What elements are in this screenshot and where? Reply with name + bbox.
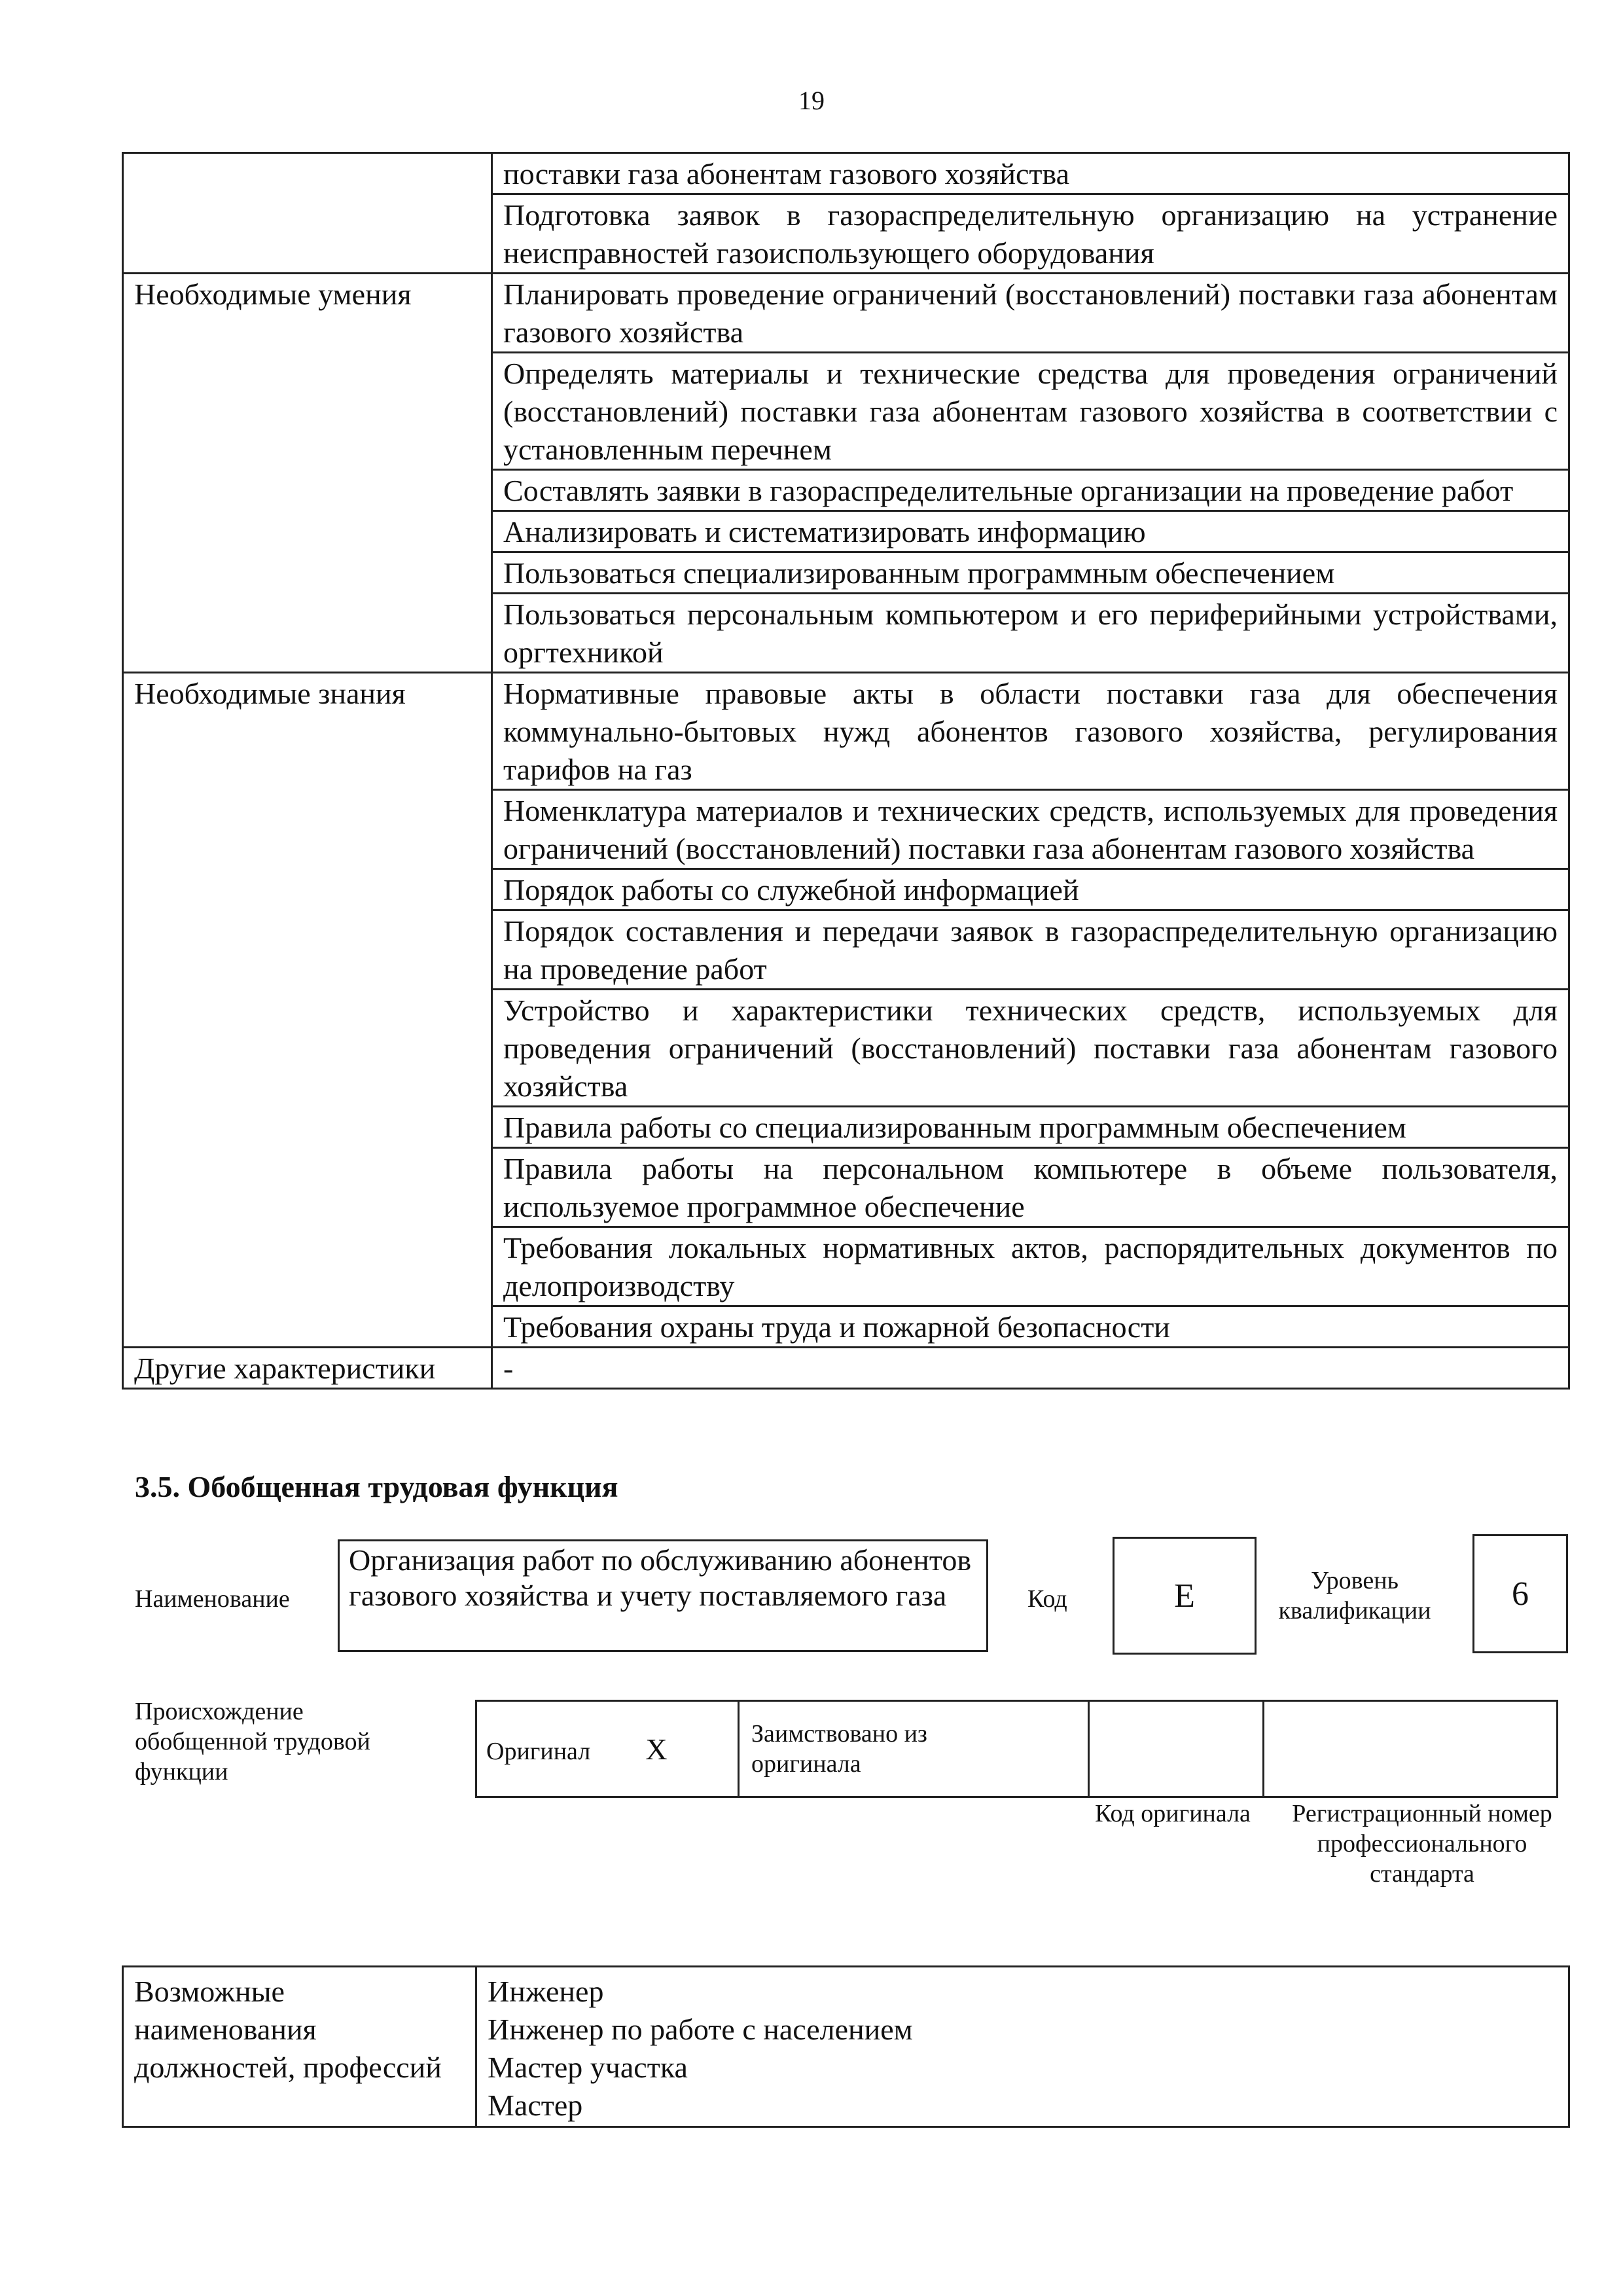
table-cell: Устройство и характеристики технических средств, используемых для проведения ограничений (восстановлений) поставки газа абонентам газового хозяйства	[492, 990, 1569, 1107]
level-value: 6	[1472, 1534, 1568, 1653]
table-cell: Порядок работы со служебной информацией	[492, 869, 1569, 910]
table-cell: поставки газа абонентам газового хозяйства	[492, 153, 1569, 194]
table-row	[123, 1348, 1569, 1389]
code-label: Код	[1027, 1585, 1067, 1613]
table-cell: Планировать проведение ограничений (восстановлений) поставки газа абонентам газового хозяйства	[492, 274, 1569, 353]
table-cell: Определять материалы и технические средства для проведения ограничений (восстановлений) поставки газа абонентам газового хозяйства в соответствии с установленным перечнем	[492, 353, 1569, 470]
table-cell: Номенклатура материалов и технических средств, используемых для проведения ограничений (восстановлений) поставки газа абонентам газового хозяйства	[492, 790, 1569, 869]
position-item: Мастер	[488, 2089, 583, 2122]
table-cell: Порядок составления и передачи заявок в газораспределительную организацию на проведение работ	[492, 910, 1569, 990]
name-value: Организация работ по обслуживанию абонентов газового хозяйства и учету поставляемого газа	[338, 1539, 988, 1652]
table-cell: Подготовка заявок в газораспределительную организацию на устранение неисправностей газоиспользующего оборудования	[492, 194, 1569, 274]
position-item: Мастер участка	[488, 2051, 688, 2084]
table-cell: Правила работы на персональном компьютере в объеме пользователя, используемое программное обеспечение	[492, 1148, 1569, 1227]
table-cell: Анализировать и систематизировать информацию	[492, 511, 1569, 552]
skills-knowledge-table	[122, 152, 1570, 1390]
origin-original-cell	[476, 1701, 739, 1797]
row-label-empty	[123, 153, 492, 274]
position-item: Инженер	[488, 1975, 604, 2008]
borrowed-label: Заимствовано из оригинала	[751, 1720, 927, 1778]
origin-borrowed-cell	[739, 1701, 1089, 1797]
table-cell: Пользоваться специализированным программным обеспечением	[492, 552, 1569, 594]
origin-label: Происхождение обобщенной трудовой функции	[135, 1698, 370, 1785]
code-value: E	[1113, 1537, 1257, 1655]
row-label-knowledge: Необходимые знания	[123, 673, 492, 1348]
original-label: Оригинал	[486, 1737, 591, 1765]
page-number: 19	[798, 86, 825, 115]
name-label: Наименование	[135, 1585, 290, 1613]
table-cell: Требования охраны труда и пожарной безопасности	[492, 1306, 1569, 1348]
row-label-skills: Необходимые умения	[123, 274, 492, 673]
code-caption: Код оригинала	[1095, 1800, 1251, 1827]
positions-label: Возможные наименования должностей, профессий	[123, 1967, 476, 2127]
origin-code-cell	[1089, 1701, 1264, 1797]
original-mark: X	[645, 1732, 668, 1766]
positions-table	[122, 1965, 1570, 2128]
table-row	[123, 274, 1569, 353]
section-title: 3.5. Обобщенная трудовая функция	[135, 1470, 618, 1503]
table-cell: Правила работы со специализированным программным обеспечением	[492, 1107, 1569, 1148]
reg-caption: Регистрационный номер профессионального стандарта	[1292, 1800, 1552, 1888]
level-label: Уровень квалификации	[1278, 1567, 1431, 1624]
position-item: Инженер по работе с населением	[488, 2013, 913, 2046]
origin-reg-cell	[1264, 1701, 1558, 1797]
origin-table	[475, 1700, 1558, 1798]
table-cell: Требования локальных нормативных актов, распорядительных документов по делопроизводству	[492, 1227, 1569, 1306]
table-cell: Пользоваться персональным компьютером и его периферийными устройствами, оргтехникой	[492, 594, 1569, 673]
table-row	[123, 673, 1569, 790]
table-cell: Составлять заявки в газораспределительные организации на проведение работ	[492, 470, 1569, 511]
row-label-other: Другие характеристики	[123, 1348, 492, 1389]
table-cell: Нормативные правовые акты в области поставки газа для обеспечения коммунально-бытовых нужд абонентов газового хозяйства, регулирования тарифов на газ	[492, 673, 1569, 790]
table-cell: -	[492, 1348, 1569, 1389]
positions-list	[476, 1967, 1569, 2127]
table-row	[123, 153, 1569, 194]
